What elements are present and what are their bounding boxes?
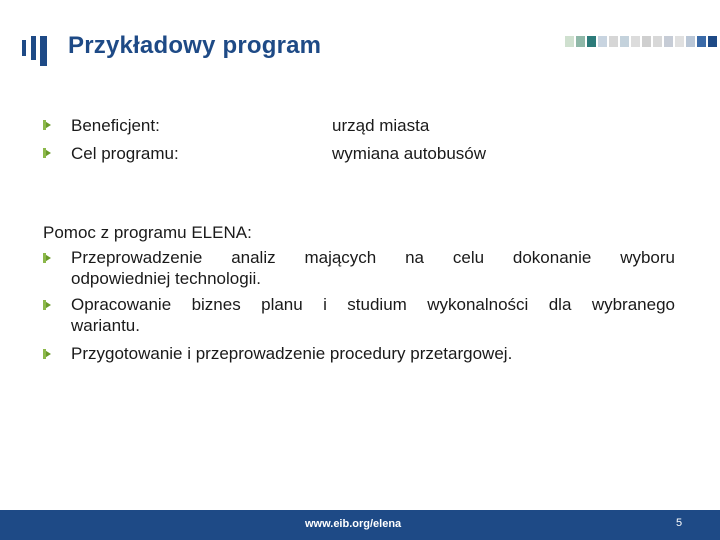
eib-logo-icon [22, 36, 48, 66]
bullet-icon [43, 120, 51, 130]
page-title: Przykładowy program [68, 32, 322, 59]
support-item-2-line-2: wariantu. [71, 316, 140, 335]
support-item-2-line-1: Opracowanie biznes planu i studium wykonalności dla wybranego [71, 295, 675, 314]
footer-bar [0, 510, 720, 540]
program-value: wymiana autobusów [332, 144, 487, 163]
support-heading: Pomoc z programu ELENA: [43, 223, 252, 242]
footer-url-link[interactable]: www.eib.org/elena [305, 518, 402, 530]
page-number: 5 [676, 517, 683, 529]
beneficiary-label: Beneficjent: [71, 116, 160, 135]
program-label: Cel programu: [71, 144, 179, 163]
support-item-1-line-2: odpowiedniej technologii. [71, 269, 261, 288]
support-item-3: Przygotowanie i przeprowadzenie procedury przetargowej. [71, 344, 513, 363]
beneficiary-value: urząd miasta [332, 116, 430, 135]
decorative-squares [565, 36, 717, 47]
bullet-icon [43, 349, 51, 359]
bullet-icon [43, 300, 51, 310]
bullet-icon [43, 148, 51, 158]
bullet-icon [43, 253, 51, 263]
support-item-1-line-1: Przeprowadzenie analiz mających na celu dokonanie wyboru [71, 248, 675, 267]
